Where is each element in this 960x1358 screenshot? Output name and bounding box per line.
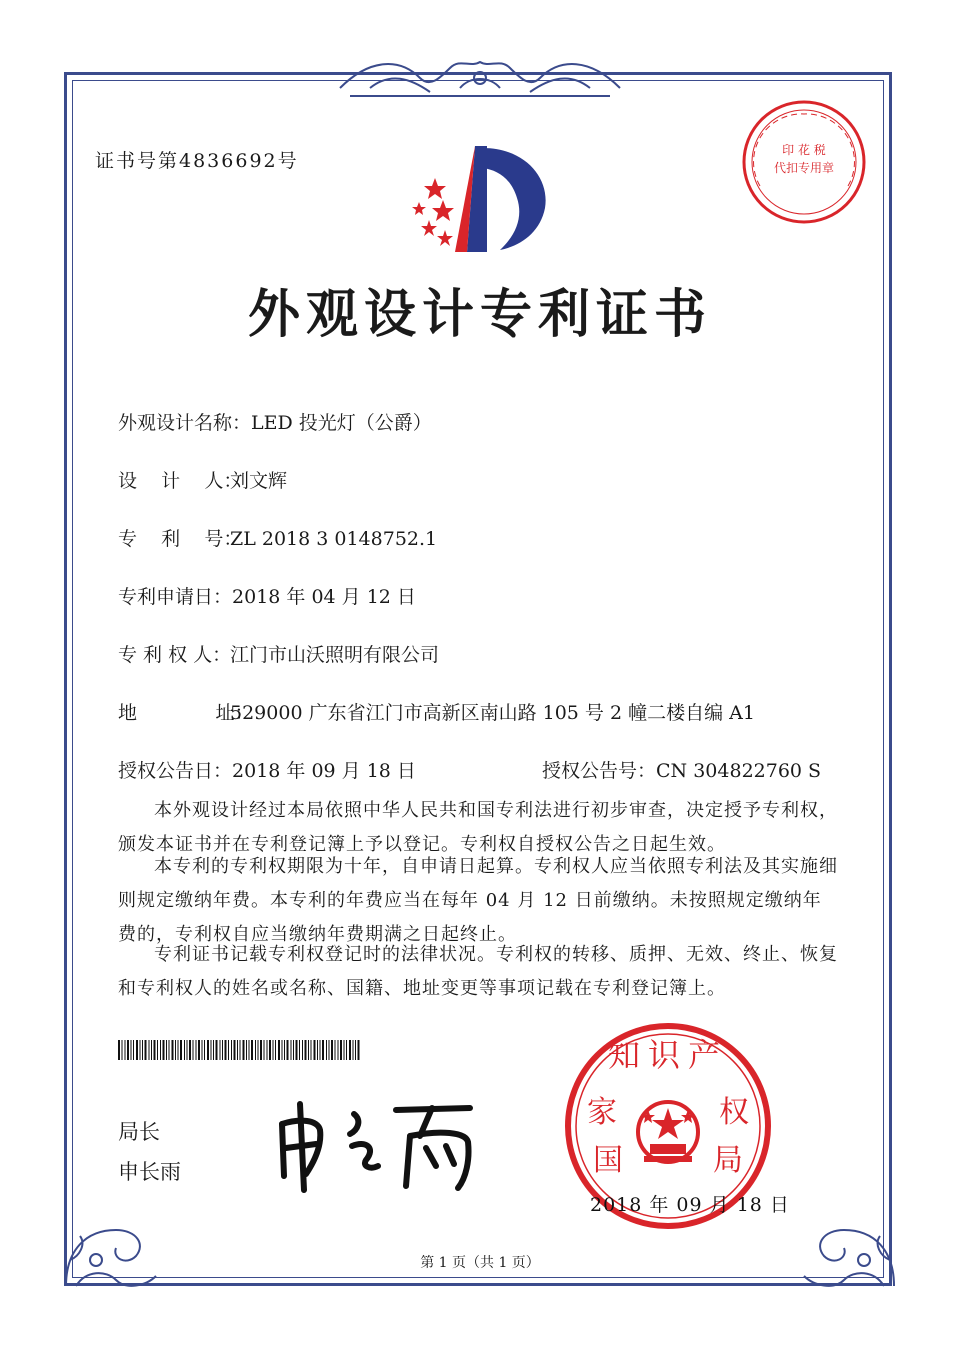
grant-date-row [118, 756, 416, 783]
director-name: 申长雨 [118, 1160, 181, 1184]
patentee-row [118, 640, 439, 667]
seal-date: 2018 年 09 月 18 日 [590, 1194, 790, 1216]
body-paragraph-2: 本专利的专利权期限为十年，自申请日起算。专利权人应当依照专利法及其实施细则规定缴纳年费。本专利的年费应当在每年 04 月 12 日前缴纳。未按照规定缴纳年费的，专利权自应当缴纳年费期满之日起终止。 [118, 856, 838, 945]
application-date-value: 2018 年 04 月 12 日 [232, 586, 416, 608]
barcode [118, 1040, 363, 1060]
bottom-left-ornament [56, 1200, 166, 1296]
designer-value: 刘文辉 [230, 470, 288, 492]
patentee-value: 江门市山沃照明有限公司 [230, 644, 440, 666]
certificate-number: 证书号第4836692号 [95, 150, 299, 172]
design-name-value: LED 投光灯（公爵） [251, 412, 432, 434]
grant-number-row [542, 756, 821, 783]
svg-text:代扣专用章: 代扣专用章 [773, 161, 835, 175]
grant-number-value: CN 304822760 S [656, 760, 822, 782]
grant-date-label: 授权公告日： [118, 760, 233, 782]
body-paragraph-3: 专利证书记载专利权登记时的法律状况。专利权的转移、质押、无效、终止、恢复和专利权人的姓名或名称、国籍、地址变更等事项记载在专利登记簿上。 [118, 944, 838, 999]
address-label: 地 址： [118, 702, 254, 724]
printing-seal [738, 96, 870, 228]
designer-row [118, 466, 287, 493]
grant-number-label: 授权公告号： [542, 760, 657, 782]
body-paragraph-1: 本外观设计经过本局依照中华人民共和国专利法进行初步审查，决定授予专利权，颁发本证书并在专利登记簿上予以登记。专利权自授权公告之日起生效。 [118, 800, 838, 855]
design-name-label: 外观设计名称： [118, 412, 252, 434]
svg-text:国: 国 [593, 1143, 623, 1178]
design-name-row [118, 408, 432, 435]
svg-text:局: 局 [713, 1143, 743, 1178]
page-footer: 第 1 页（共 1 页） [420, 1255, 540, 1271]
patent-office-logo [405, 138, 555, 258]
director-title: 局长 [118, 1120, 160, 1144]
designer-label: 设 计 人： [118, 470, 243, 492]
certificate-title: 外观设计专利证书 [247, 284, 712, 345]
patent-number-value: ZL 2018 3 0148752.1 [230, 528, 438, 550]
top-ornament [330, 48, 630, 106]
patent-number-row [118, 524, 437, 551]
application-date-label: 专利申请日： [118, 586, 233, 608]
patentee-label: 专 利 权 人： [118, 644, 232, 666]
application-date-row [118, 582, 416, 609]
svg-text:权: 权 [719, 1095, 749, 1130]
svg-text:知识产: 知识产 [607, 1036, 729, 1074]
address-row [118, 698, 755, 725]
grant-date-value: 2018 年 09 月 18 日 [232, 760, 416, 782]
svg-text:印 花 税: 印 花 税 [782, 143, 826, 157]
patent-number-label: 专 利 号： [118, 528, 243, 550]
svg-text:家: 家 [587, 1095, 617, 1130]
director-signature [270, 1090, 490, 1200]
address-value: 529000 广东省江门市高新区南山路 105 号 2 幢二楼自编 A1 [230, 702, 755, 724]
bottom-right-ornament [794, 1200, 904, 1296]
